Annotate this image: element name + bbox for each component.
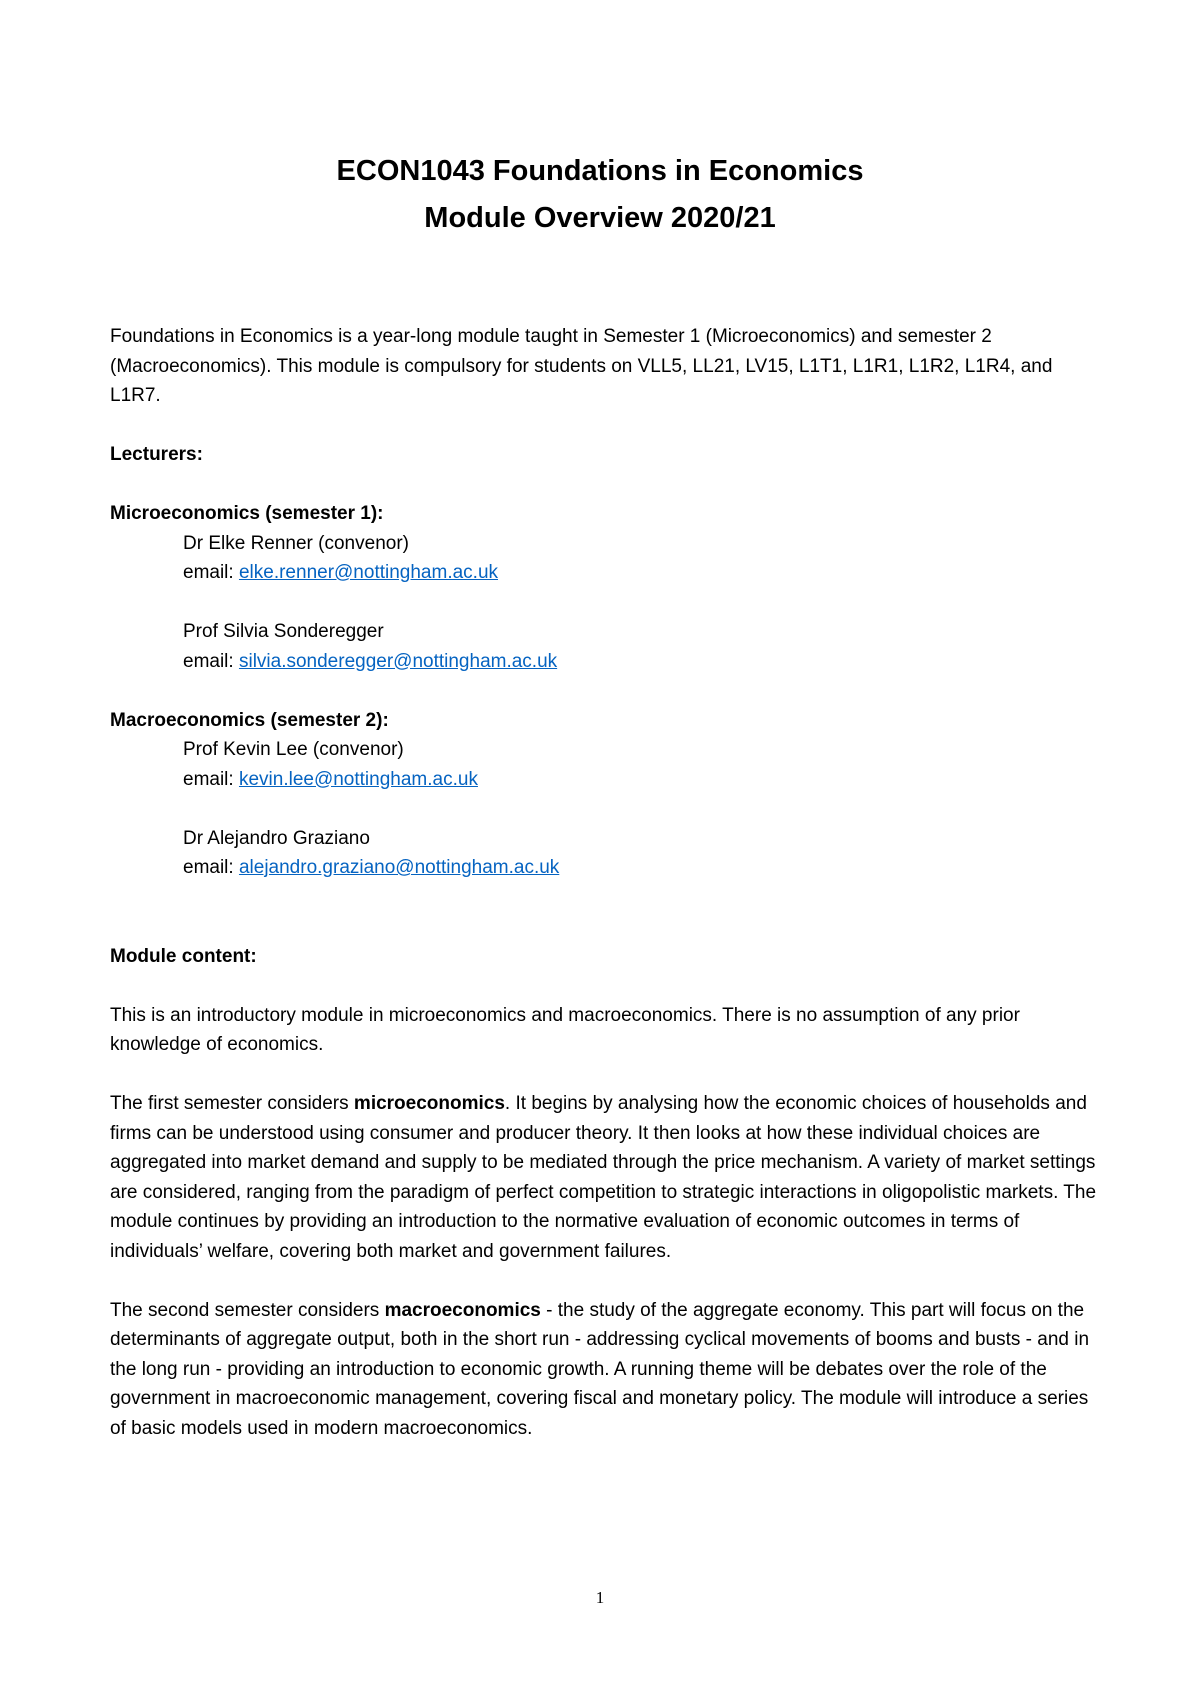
- macro-lecturer-2: [110, 824, 1100, 883]
- lecturer-email-line: [183, 765, 1100, 795]
- email-link[interactable]: kevin.lee@nottingham.ac.uk: [238, 768, 478, 790]
- macro-heading: Macroeconomics (semester 2):: [110, 709, 389, 731]
- lecturer-name: Dr Alejandro Graziano: [183, 827, 370, 849]
- email-label: email:: [183, 650, 239, 672]
- email-label: email:: [183, 562, 239, 583]
- emphasis-macroeconomics: macroeconomics: [384, 1299, 541, 1321]
- module-content-paragraph-1: This is an introductory module in microeconomics and macroeconomics. There is no assumption of any prior knowledge of economics.: [110, 1004, 1020, 1055]
- title-line-2: Module Overview 2020/21: [424, 202, 776, 234]
- email-link[interactable]: silvia.sonderegger@nottingham.ac.uk: [238, 650, 558, 672]
- document-title: [0, 148, 1200, 242]
- micro-lecturer-2: [110, 617, 1100, 676]
- email-label: email:: [183, 857, 239, 878]
- micro-heading: Microeconomics (semester 1):: [110, 503, 384, 524]
- lecturer-name: Prof Kevin Lee (convenor): [183, 739, 404, 760]
- module-content-paragraph-3: [110, 1296, 1100, 1444]
- emphasis-microeconomics: microeconomics: [353, 1093, 505, 1114]
- document-body: [110, 322, 1100, 1443]
- intro-paragraph: Foundations in Economics is a year-long module taught in Semester 1 (Microeconomics) and semester 2 (Macroeconomics). This module is compulsory for students on VLL5, LL21, LV15, L1T1, L1R1, L1R2, L1R4, and L1R7.: [110, 326, 1053, 406]
- lecturer-name: Prof Silvia Sonderegger: [183, 621, 384, 642]
- lecturer-email-line: [183, 647, 1100, 677]
- paragraph-text: . It begins by analysing how the economic choices of households and firms can be understood using consumer and producer theory. It then looks at how these individual choices are aggregated into market demand and supply to be mediated through the price mechanism. A variety of market settings are considered, ranging from the paradigm of perfect competition to strategic interactions in oligopolistic markets. The module continues by providing an introduction to the normative evaluation of economic outcomes in terms of individuals’ welfare, covering both market and government failures.: [110, 1093, 1097, 1262]
- module-content-paragraph-2: [110, 1089, 1100, 1266]
- paragraph-text: The first semester considers: [110, 1093, 354, 1114]
- email-link[interactable]: alejandro.graziano@nottingham.ac.uk: [238, 857, 560, 878]
- module-content-heading: Module content:: [110, 945, 257, 967]
- paragraph-text: The second semester considers: [110, 1299, 385, 1321]
- title-line-1: ECON1043 Foundations in Economics: [336, 155, 864, 187]
- email-label: email:: [183, 768, 239, 790]
- page-number: 1: [595, 1588, 605, 1607]
- lecturer-email-line: [183, 853, 1100, 883]
- micro-lecturer-1: [110, 529, 1100, 588]
- lecturer-email-line: [183, 558, 1100, 588]
- paragraph-text: - the study of the aggregate economy. This part will focus on the determinants of aggregate output, both in the short run - addressing cyclical movements of booms and busts - and in the long run - providing an introduction to economic growth. A running theme will be debates over the role of the government in macroeconomic management, covering fiscal and monetary policy. The module will introduce a series of basic models used in modern macroeconomics.: [110, 1299, 1090, 1439]
- lecturers-heading: Lecturers:: [110, 444, 203, 465]
- macro-lecturer-1: [110, 735, 1100, 794]
- email-link[interactable]: elke.renner@nottingham.ac.uk: [238, 562, 499, 583]
- lecturer-name: Dr Elke Renner (convenor): [183, 532, 409, 554]
